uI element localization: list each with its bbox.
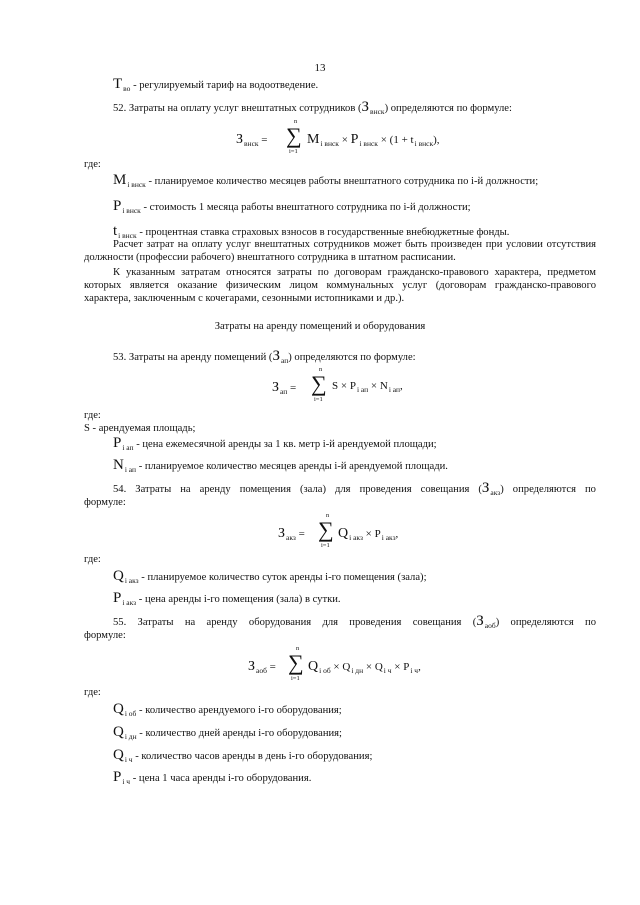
paragraph-52: 52. Затраты на оплату услуг внештатных сотрудников $(З_{внск})$ определяются по формуле: [113,99,512,116]
p-ch-definition: $P_{i ч}$ - цена 1 часа аренды i-го оборудования. [113,769,312,786]
paragraph-53: 53. Затраты на аренду помещений $(З_{ап})$ определяются по формуле: [113,348,416,365]
paragraph-54: 54. Затраты на аренду помещения (зала) для проведения совещания $(З_{акз})$ определяются по [113,480,596,497]
page-number: 13 [314,62,326,74]
p-ap-definition: $P_{i ап}$ - цена ежемесячной аренды за 1 кв. метр i-й арендуемой площади; [113,435,437,452]
q-ch-definition: $Q_{i ч}$ - количество часов аренды в день i-го оборудования; [113,747,373,764]
q-dn-definition: $Q_{i дн}$ - количество дней аренды i-го оборудования; [113,724,342,741]
formula-54: $З_{акз}$ = n ∑ i=1 $Q_{i акз} \times P_{i акз}$, [278,512,399,549]
formula-53: $З_{ап}$ = n ∑ i=1 $S \times P_{i ап} \times N_{i ап}$, [272,366,403,403]
paragraph-55-end: формуле: [84,630,126,641]
m-definition: $M_{i внск}$ - планируемое количество месяцев работы внештатного сотрудника по i-й должности; [113,172,539,189]
n-ap-definition: $N_{i ап}$ - планируемое количество месяцев аренды i-й арендуемой площади. [113,457,448,474]
where-label-3: где: [84,554,101,565]
paragraph-contracts: К указанным затратам относятся затраты по договорам гражданско-правового характера, предметом которых является оказание физическим лицом коммунальных услуг (договорам гражданско-правового характера, заключенным с кочегарами, сезонными истопниками и др.). [84,267,596,304]
p-definition: $P_{i внск}$ - стоимость 1 месяца работы внештатного сотрудника по i-й должности; [113,198,471,215]
q-ob-definition: $Q_{i об}$ - количество арендуемого i-го оборудования; [113,701,342,718]
section-heading: Затраты на аренду помещений и оборудования [214,321,426,332]
formula-55: $З_{аоб}$ = n ∑ i=1 $Q_{i об} \times Q_{i дн} \times Q_{i ч} \times P_{i ч}$, [248,645,421,682]
formula-52: $З_{внск}$ = n ∑ i=1 $M_{i внск} \times P_{i внск} \times (1 + t_{i внск})$, [236,118,440,155]
paragraph-condition: Расчет затрат на оплату услуг внештатных сотрудников может быть произведен при условии отсутствия должности (профессии рабочего) внештатного сотрудника в штатном расписании. [84,239,596,263]
where-label-2: где: [84,410,101,421]
s-definition: S - арендуемая площадь; [84,423,196,434]
t-vo-definition: $T_{во}$ - регулируемый тариф на водоотведение. [113,76,319,93]
t-definition: $t_{i внск}$ - процентная ставка страховых взносов в государственные внебюджетные фонды. [113,223,510,240]
where-label-1: где: [84,159,101,170]
q-akz-definition: $Q_{i акз}$ - планируемое количество суток аренды i-го помещения (зала); [113,568,427,585]
paragraph-55: 55. Затраты на аренду оборудования для проведения совещания $(З_{аоб})$ определяются по [113,613,596,630]
p-akz-definition: $P_{i акз}$ - цена аренды i-го помещения (зала) в сутки. [113,590,341,607]
paragraph-54-end: формуле: [84,497,126,508]
where-label-4: где: [84,687,101,698]
